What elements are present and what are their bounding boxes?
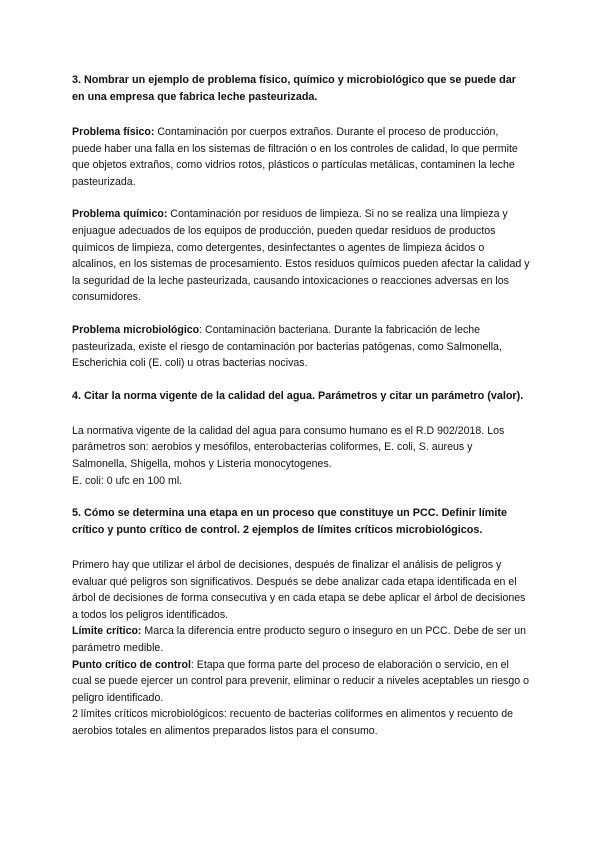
question-4-heading: 4. Citar la norma vigente de la calidad del agua. Parámetros y citar un parámetro (valor). [72, 389, 524, 402]
critical-control-point-label: Punto crítico de control [72, 658, 191, 671]
critical-limit-paragraph [72, 623, 530, 656]
chemical-problem-text: Contaminación por residuos de limpieza. Si no se realiza una limpieza y enjuague adecuados de los equipos de producción, pueden quedar residuos de productos químicos de limpieza, como detergentes, desinfectantes o agentes de limpieza ácidos o alcalinos, en los sistemas de procesamiento. Estos residuos químicos pueden afectar la calidad y la seguridad de la leche pasteurizada, causando intoxicaciones o reacciones adversas en los consumidores. [72, 208, 530, 304]
physical-problem-label: Problema físico: [72, 126, 155, 138]
critical-limit-text: Marca la diferencia entre producto seguro o inseguro en un PCC. Debe de ser un parámetro medible. [72, 625, 527, 655]
physical-problem-paragraph [72, 124, 530, 190]
critical-control-point-text: : Etapa que forma parte del proceso de elaboración o servicio, en el cual se puede ejercer un control para prevenir, eliminar o reducir a niveles aceptables un riesgo o peligro identificado. [72, 658, 529, 704]
critical-control-point-paragraph [72, 657, 530, 707]
chemical-problem-paragraph [72, 206, 530, 306]
chemical-problem-label: Problema químico: [72, 208, 168, 221]
pcc-intro-paragraph: Primero hay que utilizar el árbol de decisiones, después de finalizar el análisis de peligros y evaluar qué peligros son significativos. Después se debe analizar cada etapa identificada en el árbol de decisiones de forma consecutiva y en cada etapa se debe aplicar el árbol de decisiones a todos los peligros identificados. [72, 559, 526, 621]
microbiological-problem-text: : Contaminación bacteriana. Durante la fabricación de leche pasteurizada, existe el riesgo de contaminación por bacterias patógenas, como Salmonella, Escherichia coli (E. coli) u otras bacterias nocivas. [72, 323, 502, 370]
water-quality-paragraph: La normativa vigente de la calidad del agua para consumo humano es el R.D 902/2018. Los parámetros son: aerobios y mesófilos, enterobacterias coliformes, E. coli, S. aureus y Salmonella, Shigella, mohos y Listeria monocytogenes. [72, 424, 505, 470]
document-page [72, 72, 530, 740]
water-parameter-example: E. coli: 0 ufc en 100 ml. [72, 474, 183, 487]
question-3-heading: 3. Nombrar un ejemplo de problema físico, químico y microbiológico que se puede dar en una empresa que fabrica leche pasteurizada. [72, 74, 516, 103]
physical-problem-text: Contaminación por cuerpos extraños. Durante el proceso de producción, puede haber una falla en los sistemas de filtración o en los controles de calidad, lo que permite que objetos extraños, como vidrios rotos, plásticos o partículas metálicas, contaminen la leche pasteurizada. [72, 126, 518, 188]
microbiological-problem-paragraph [72, 322, 530, 372]
critical-limit-label: Límite crítico: [72, 625, 142, 638]
microbiological-limits-examples: 2 límites críticos microbiológicos: recuento de bacterias coliformes en alimentos y recuento de aerobios totales en alimentos preparados listos para el consumo. [72, 708, 514, 738]
question-5-heading: 5. Cómo se determina una etapa en un proceso que constituye un PCC. Definir límite crítico y punto crítico de control. 2 ejemplos de límites críticos microbiológicos. [72, 507, 507, 537]
microbiological-problem-label: Problema microbiológico [72, 323, 200, 336]
